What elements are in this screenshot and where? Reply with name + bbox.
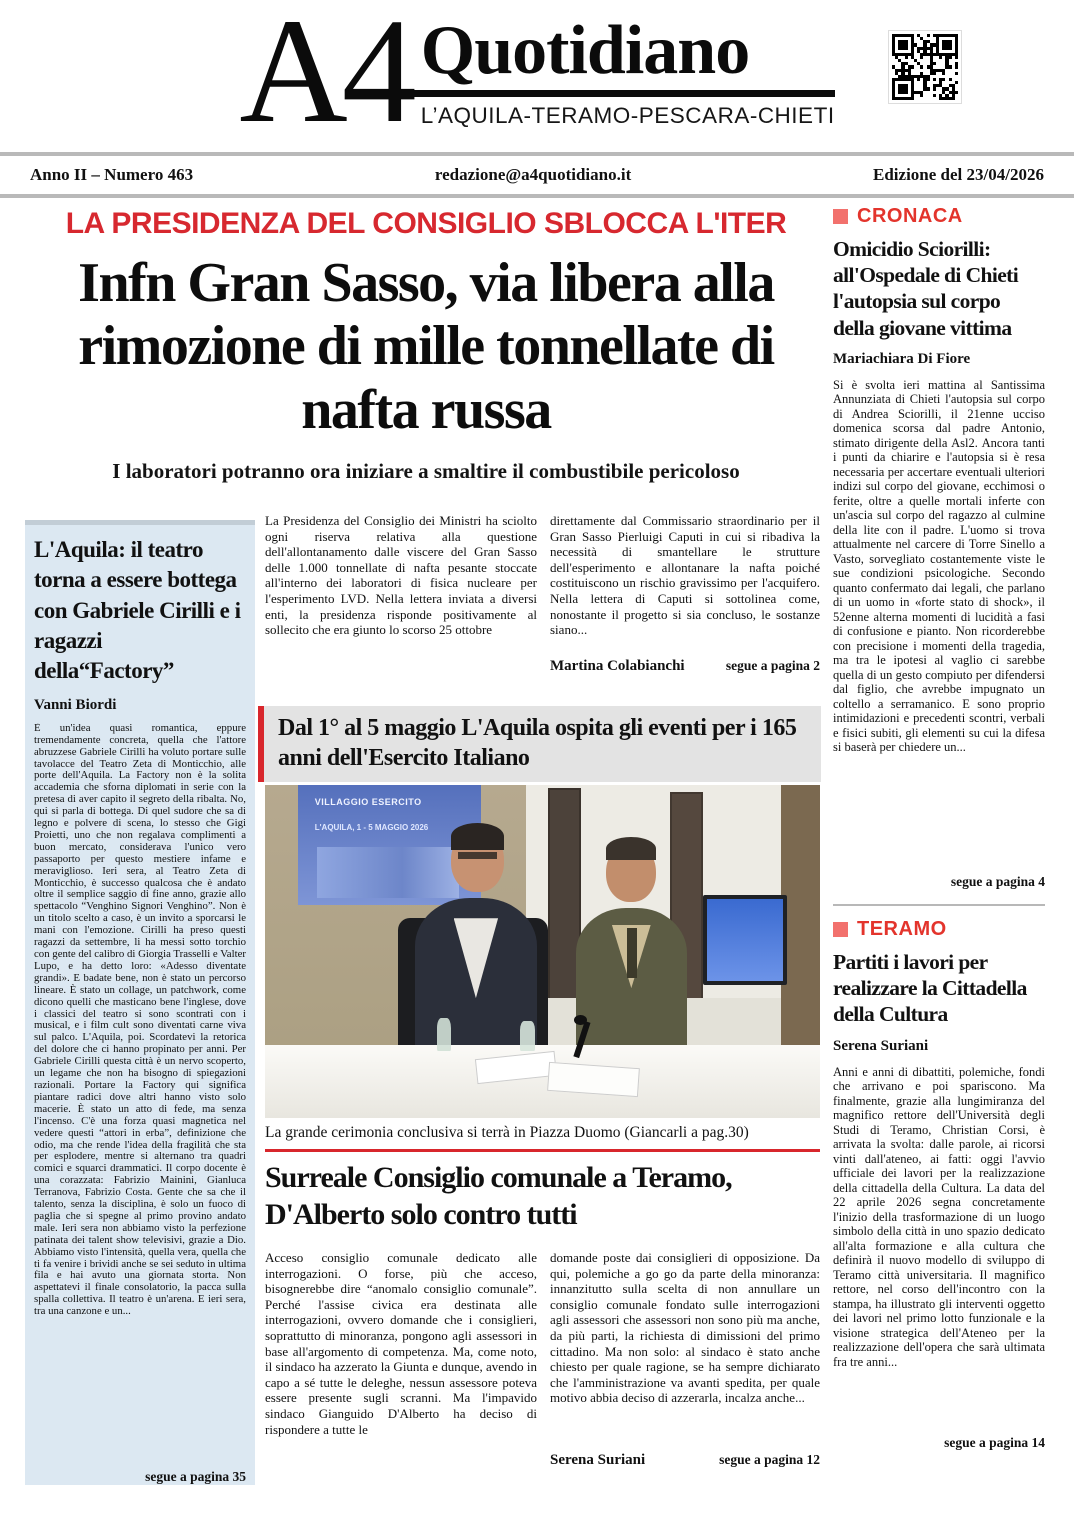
- qr-code-icon: [888, 30, 962, 104]
- lead-jump-line: segue a pagina 2: [725, 658, 820, 673]
- masthead-title-block: [421, 10, 835, 129]
- info-bar: [0, 152, 1074, 198]
- edition-date: Edizione del 23/04/2026: [873, 165, 1044, 184]
- photo-tv-monitor: [703, 895, 786, 985]
- photo-screen-text-line1: VILLAGGIO ESERCITO: [314, 796, 422, 807]
- teramo-body: Anni e anni di dibattiti, polemiche, fondi che arrivano e poi spariscono. Ma finalmente, grazie alla lungimiranza del magnifico rettore dell'Università degli Studi di Teramo, Christian Corsi, è arrivata la svolta: dalle parole, ai ricorsi vinti dall'ateneo, ai fatti: oggi l'avvio ufficiale dei lavori per la realizzazione della cittadella della Cultura. La data del 22 aprile 2026 segna concretamente l'inizio della trasformazione di un luogo simbolo della città in uno spazio dedicato all'alta formazione e alla cultura che definirà il nuovo modello di sviluppo di Teramo città universitaria. Il magnifico rettore, nel corso dell'incontro con la stampa, ha illustrato gli interventi oggetto dei lavori nel primo lotto funzionale e la visione strategica dell'Ateneo per la realizzazione dell'opera che sarà ultimata fra tre anni...: [833, 1064, 1045, 1369]
- theatre-byline: Vanni Biordi: [34, 696, 117, 713]
- lead-body-column-2: direttamente dal Commissario straordinario per il Gran Sasso Pierluigi Caputi in cui si ribadiva la necessità di smantellare le strutture dell'esperimento e allontanare la nafta poiché costituiscono un rischio gravissimo per l'acquifero. Nella lettera di Caputi si sottolinea come, nonostante il progetto si sia concluso, le sostanze siano...: [550, 513, 820, 638]
- lead-kicker: LA PRESIDENZA DEL CONSIGLIO SBLOCCA L'ITER: [65, 207, 787, 240]
- section-label-cronaca: [833, 205, 1045, 228]
- teramo-headline: Partiti i lavori per realizzare la Cittadella della Cultura: [833, 949, 1027, 1027]
- section-label-text: TERAMO: [857, 917, 947, 940]
- section-divider: [833, 904, 1045, 906]
- lead-body-column-1: La Presidenza del Consiglio dei Ministri ha sciolto ogni riserva relativa alla questione dell'allontanamento dalle viscere del Gran Sasso delle 1.000 tonnellate di nafta pesante stoccate all'interno dei laboratori di fisica nucleare per l'esperimento LVD. Nella lettera inviata a diversi enti, la presidenza risponde positivamente al sollecito che era giunto lo scorso 25 ottobre: [265, 513, 537, 638]
- photo-water-bottle-1: [437, 1018, 451, 1051]
- consiglio-body-column-2: domande poste dai consiglieri di opposizione. Da qui, polemiche a go go da parte della minoranza: innanzitutto sulla scelta di non annullare un consiglio comunale fondato sulle interrogazioni agli assessori che assessori non sono più ma anche, da più parti, la richiesta di dimissioni del primo cittadino. Ma non solo: al sindaco è stato anche chiesto per quale ragione, se ha sempre dichiarato che l'amministrazione va avanti spedita, per quale motivo abbia deciso di azzerarla, incalza anche...: [550, 1250, 820, 1406]
- theatre-jump-line: segue a pagina 35: [145, 1468, 246, 1484]
- right-column: [833, 205, 1045, 1451]
- esercito-headline: Dal 1° al 5 maggio L'Aquila ospita gli eventi per i 165 anni dell'Esercito Italiano: [278, 715, 797, 772]
- lead-footer: [550, 658, 820, 675]
- photo-tv-screen: [707, 899, 782, 981]
- photo-screen-image: [317, 847, 460, 897]
- esercito-headline-box: [264, 706, 821, 782]
- consiglio-byline: Serena Suriani: [550, 1452, 646, 1468]
- theatre-headline: L'Aquila: il teatro torna a essere bottega con Gabriele Cirilli e i ragazzi della“Factory”: [34, 537, 241, 684]
- photo-wall-right: [781, 785, 820, 1045]
- lead-story-header: [30, 208, 822, 484]
- esercito-press-conference-photo: [265, 785, 820, 1118]
- photo-papers-2: [547, 1062, 640, 1097]
- cronaca-headline: Omicidio Sciorilli: all'Ospedale di Chieti l'autopsia sul corpo della giovane vittima: [833, 237, 1019, 340]
- cronaca-jump-line: segue a pagina 4: [950, 873, 1045, 889]
- section-label-text: CRONACA: [857, 205, 963, 227]
- newspaper-tagline: L’AQUILA-TERAMO-PESCARA-CHIETI: [420, 103, 835, 128]
- edition-number: Anno II – Numero 463: [30, 165, 194, 184]
- red-square-icon: [833, 922, 848, 937]
- logo-a4: A4: [239, 0, 411, 154]
- photo-civilian-speaker-hair: [451, 823, 504, 850]
- lead-headline: Infn Gran Sasso, via libera alla rimozione di mille tonnellate di nafta russa: [78, 251, 774, 442]
- lead-byline: Martina Colabianchi: [550, 658, 685, 674]
- esercito-headline-block: [258, 706, 821, 782]
- cronaca-body: Si è svolta ieri mattina al Santissima Annunziata di Chieti l'autopsia sul corpo di Andrea Sciorilli, il 21enne ucciso domenica scorsa dal padre Antonio, stimato dirigente della Asl2. Ancora tanti i punti da chiarire e l'autopsia si è resa necessaria per accertare eventuali ulteriori indizi sul corpo del giovane, ecchimosi o ferite, oltre a quelle mortali inferte con un'ascia sul corpo del ragazzo al culmine della lite con il padre. L'uomo si trova attualmente nel carcere di Torre Sinello a Vasto, sorvegliato costantemente viste le sue condizioni psicologiche. Secondo quanto confermato dai legali, che parlano di un uomo in «forte stato di shock», il 52enne alterna momenti di lucidità a fasi di confusione e pianto. Non ricorderebbe con precisione i momenti della tragedia, ma tra le ipotesi al vaglio ci sarebbe quella di un gesto compiuto per difendersi dal figlio, che avrebbe impugnato un coltello a serramanico. E sono proprio intimidazioni e precedenti scontri, verbali e fisici subiti, gli elementi su cui la difesa si baserà per chiedere un...: [833, 377, 1045, 755]
- consiglio-footer: [550, 1452, 820, 1469]
- consiglio-headline: Surreale Consiglio comunale a Teramo, D'Alberto solo contro tutti: [265, 1161, 732, 1231]
- lead-standfirst: I laboratori potranno ora iniziare a smaltire il combustibile pericoloso: [112, 458, 740, 483]
- photo-water-bottle-2: [520, 1021, 534, 1051]
- cronaca-byline: Mariachiara Di Fiore: [833, 350, 971, 367]
- photo-military-officer-tie: [627, 928, 637, 978]
- red-square-icon: [833, 209, 848, 224]
- consiglio-body-column-1: Acceso consiglio comunale dedicato alle interrogazioni. O forse, più che acceso, bisognerebbe dire “anomalo consiglio comunale”. Perché l'assise civica era destinata alle interrogazioni, ovvero domande che i consiglieri, soprattutto di minoranza, pongono agli assessori in base all'argomento di competenza. Ma, come noto, il sindaco ha azzerato la Giunta e dunque, avendo in capo a sé tutte le deleghe, nessun assessore poteva essere presente sugli scranni. Ma l'impavido sindaco Gianguido D'Alberto ha deciso di rispondere a tutte le: [265, 1250, 537, 1437]
- consiglio-jump-line: segue a pagina 12: [719, 1452, 820, 1467]
- photo-screen-text-line2: L'AQUILA, 1 - 5 MAGGIO 2026: [314, 823, 429, 833]
- theatre-article: [25, 520, 255, 1485]
- teramo-jump-line: segue a pagina 14: [944, 1434, 1045, 1450]
- photo-military-officer-hair: [606, 837, 656, 860]
- editorial-email: redazione@a4quotidiano.it: [434, 165, 632, 184]
- section-label-teramo: [833, 918, 1045, 941]
- photo-civilian-speaker-glasses: [458, 852, 497, 859]
- teramo-byline: Serena Suriani: [833, 1037, 929, 1054]
- theatre-body: È un'idea quasi romantica, eppure tremendamente concreta, quella che l'attore abruzzese Gabriele Cirilli ha voluto portare sulle tavolacce del Teatro Zeta di Monticchio, alle porte dell'Aquila. La Factory non è la solita accademia che sforna diplomati in serie con la pretesa di aver capito il segreto della ribalta. No, qui si parla di bottega. Di quel sudore che sa di legno e polvere di scena, lo stesso che Gigi Proietti, uno che non regalava complimenti a buon mercato, considerava l'unico vero passaporto per questo mestiere infame e meraviglioso. Ieri sera, al Teatro Zeta di Monticchio, è successo qualcosa che è andato oltre il semplice saggio di fine anno, grazie allo spettacolo “Venghino Signori Venghino”. Non è un titolo scelto a caso, è un invito a sporcarsi le mani con l'emozione. Cirilli ha preso questi ragazzi da settembre, li ha messi sotto torchio con gente del calibro di Giorgia Trasselli e Valter Lupo, e ha detto loro: «Adesso diventate grandi». E badate bene, non è stato un percorso lineare. È stato un collage, un patchwork, come dicono quelli che masticano bene l'inglese, dove i classici del teatro si sono scontrati con i musical, e i film cult sono diventati carne viva sul palco. L'Aquila, poi. Scordatevi la retorica del dolore che ci hanno propinato per anni. Per Gabriele Cirilli questa città è un nervo scoperto, un legame che non ha bisogno di spiegazioni razionali. Portare la Factory qui significa piantare radici dove altri hanno visto solo macerie. È stato un atto di fede, ma senza l'incenso. C'è una forza quasi magnetica nel vedere questi “attori in erba”, definizione che odio, ma che rende l'idea della fragilità che sta per esplodere, mentre si alternano tra quadri comici e squarci drammatici. Il corpo docente è una corazzata: Fabrizio Mainini, Gianluca Terranova, Fabrizio Costa. Gente che sa che il talento, senza la disciplina, è solo un fuoco di paglia che si spegne al primo provino andato male. Ieri sera non abbiamo visto la perfezione patinata dei talent show televisivi, grazie a Dio. Abbiamo visto l'intensità, quella vera, quella che ti fa venire i brividi anche se sei seduto in ultima fila e hai avuto una giornata storta. Non aspettatevi il finale consolatorio, la pacca sulla spalla collettiva. Il teatro è un'arena. E ieri sera, tra una canzone e un...: [34, 722, 246, 1318]
- photo-caption-row: [265, 1124, 820, 1152]
- newspaper-name: Quotidiano: [351, 16, 835, 97]
- photo-caption: La grande cerimonia conclusiva si terrà in Piazza Duomo (Giancarli a pag.30): [265, 1124, 749, 1141]
